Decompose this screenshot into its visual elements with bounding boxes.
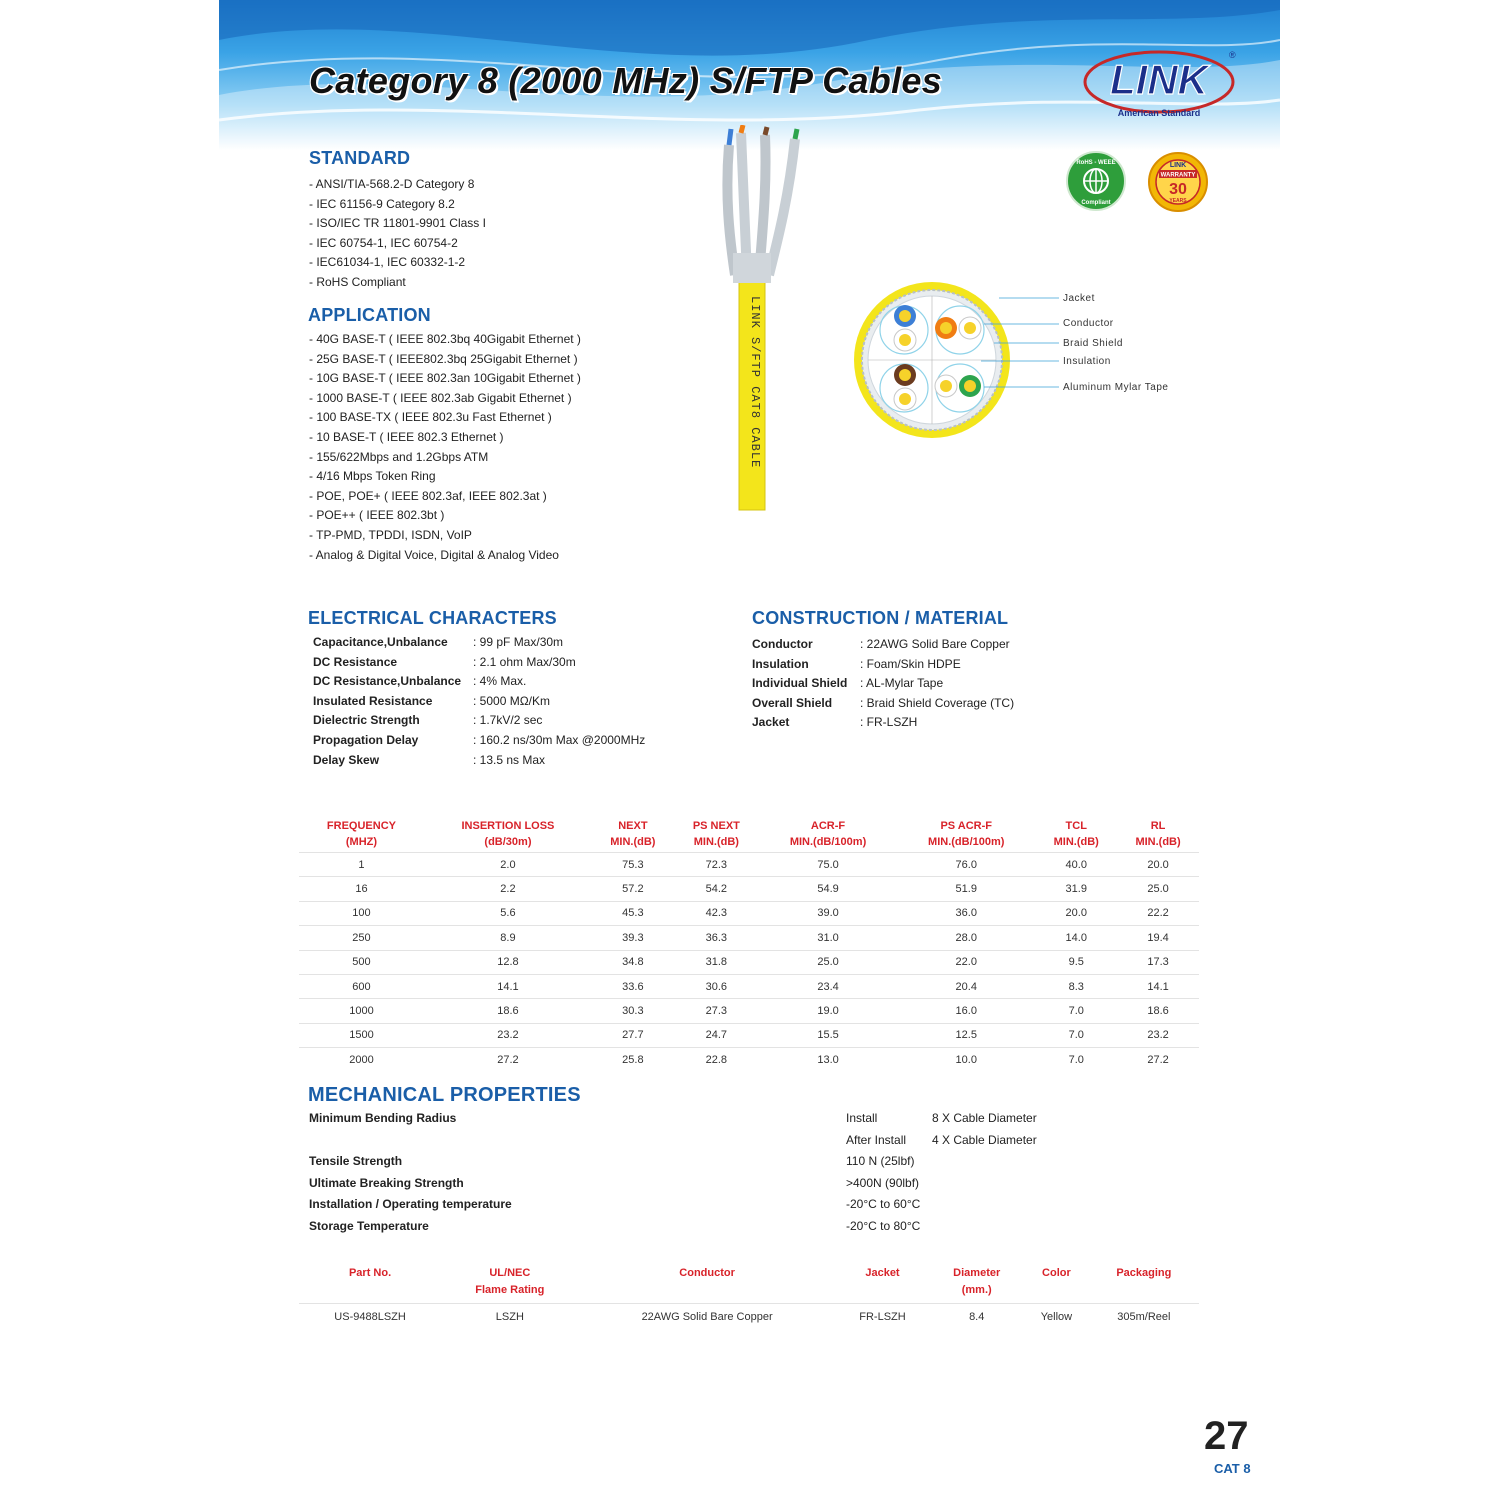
callout-insulation: Insulation [1063,356,1111,367]
logo-subtext: American Standard [1117,108,1201,118]
callout-braid-shield: Braid Shield [1063,338,1123,349]
electrical-label: DC Resistance,Unbalance [313,674,462,689]
performance-header-cell [1035,818,1117,853]
performance-cell: 27.2 [1117,1048,1199,1072]
electrical-row [313,731,713,751]
performance-cell: 51.9 [897,877,1035,901]
mechanical-value: -20°C to 80°C [846,1218,921,1233]
part-header-text: (mm.) [961,1284,992,1296]
standard-item: - IEC61034-1, IEC 60332-1-2 [309,255,466,270]
performance-cell: 5.6 [424,901,592,925]
page-title: Category 8 (2000 MHz) S/FTP Cables [309,60,943,101]
performance-cell: 13.0 [759,1048,897,1072]
application-list [309,330,581,565]
performance-header-text: MIN.(dB) [1053,836,1099,848]
mechanical-row [309,1108,1069,1130]
part-header-text: UL/NEC [489,1267,531,1279]
performance-header-text: (MHZ) [345,836,378,848]
performance-cell: 2.2 [424,877,592,901]
page-section: CAT 8 [1214,1461,1251,1476]
part-header-text: Part No. [348,1267,392,1279]
performance-cell: 18.6 [424,999,592,1023]
standard-item: - IEC 60754-1, IEC 60754-2 [309,235,458,250]
application-item: - 100 BASE-TX ( IEEE 802.3u Fast Ethernet ) [309,410,552,425]
warranty-unit: YEARS [1169,198,1187,204]
performance-cell: 20.0 [1035,901,1117,925]
performance-cell: 24.7 [674,1023,759,1047]
construction-label: Overall Shield [752,695,833,710]
mechanical-value: After Install [846,1132,907,1147]
rohs-badge-top: RoHS - WEEE [1076,160,1116,166]
link-logo [1079,42,1239,122]
performance-cell: 27.3 [674,999,759,1023]
performance-cell: 31.9 [1035,877,1117,901]
application-item: - 1000 BASE-T ( IEEE 802.3ab Gigabit Ethernet ) [309,390,572,405]
callout-conductor: Conductor [1063,318,1114,329]
part-header-cell [299,1264,441,1304]
performance-header-text: MIN.(dB) [1135,836,1181,848]
mechanical-label: Minimum Bending Radius [309,1111,457,1125]
construction-value: : 22AWG Solid Bare Copper [860,637,1010,651]
performance-cell: 1500 [299,1023,424,1047]
performance-header-text: MIN.(dB/100m) [928,836,1005,848]
logo-registered: ® [1229,50,1236,60]
performance-row [299,950,1199,974]
mechanical-value: Install [846,1111,878,1125]
warranty-label: WARRANTY [1160,172,1196,179]
performance-header-text: PS ACR-F [940,820,993,832]
application-item: - 10 BASE-T ( IEEE 802.3 Ethernet ) [309,429,504,444]
mechanical-label: Installation / Operating temperature [309,1197,512,1211]
electrical-value: : 5000 MΩ/Km [473,693,550,708]
construction-value: : Foam/Skin HDPE [860,656,961,671]
mechanical-detail: 4 X Cable Diameter [932,1132,1037,1147]
part-header-text: Jacket [865,1267,900,1279]
performance-cell: 25.0 [759,950,897,974]
part-cell: 8.4 [929,1304,1024,1331]
part-header-cell [929,1264,1024,1304]
construction-properties [752,635,1112,733]
construction-row [752,635,1112,655]
performance-cell: 28.0 [897,926,1035,950]
logo-text: LINK [1110,56,1208,103]
application-item: - 25G BASE-T ( IEEE802.3bq 25Gigabit Ethernet ) [309,351,578,366]
part-header-cell [836,1264,930,1304]
part-header-cell [1089,1264,1199,1304]
performance-cell: 12.8 [424,950,592,974]
mechanical-label: Ultimate Breaking Strength [309,1175,464,1190]
performance-cell: 34.8 [592,950,674,974]
mechanical-label: Storage Temperature [309,1218,429,1233]
performance-header-cell [1117,818,1199,853]
electrical-heading: ELECTRICAL CHARACTERS [308,608,557,628]
construction-value: : FR-LSZH [860,715,918,730]
performance-cell: 75.3 [592,853,674,877]
electrical-row [313,692,713,712]
part-header-text: Color [1042,1267,1071,1279]
electrical-value: : 99 pF Max/30m [473,635,564,649]
performance-cell: 7.0 [1035,1048,1117,1072]
rohs-badge-icon [1065,150,1127,212]
performance-header-text: PS NEXT [692,820,740,832]
performance-cell: 42.3 [674,901,759,925]
performance-row [299,1023,1199,1047]
part-cell: FR-LSZH [836,1304,930,1331]
performance-cell: 25.0 [1117,877,1199,901]
standard-item: - ANSI/TIA-568.2-D Category 8 [309,177,475,191]
performance-cell: 39.3 [592,926,674,950]
performance-cell: 36.0 [897,901,1035,925]
performance-cell: 45.3 [592,901,674,925]
standard-heading: STANDARD [309,148,411,168]
performance-cell: 23.2 [1117,1023,1199,1047]
electrical-label: Capacitance,Unbalance [313,635,448,649]
application-item: - 155/622Mbps and 1.2Gbps ATM [309,449,489,464]
performance-cell: 2.0 [424,853,592,877]
performance-cell: 27.2 [424,1048,592,1072]
electrical-properties [313,633,713,770]
mechanical-heading: MECHANICAL PROPERTIES [308,1084,581,1106]
performance-header-text: FREQUENCY [326,820,396,832]
standard-list [309,175,486,293]
electrical-row [313,751,713,771]
performance-table [299,818,1199,1072]
callout-jacket: Jacket [1063,293,1095,304]
construction-label: Conductor [752,637,813,651]
page-number: 27 [1204,1414,1249,1458]
construction-row [752,655,1112,675]
performance-cell: 40.0 [1035,853,1117,877]
performance-header-text: TCL [1065,820,1087,832]
performance-header-text: MIN.(dB) [610,836,656,848]
performance-header-row [299,818,1199,853]
application-item: - POE, POE+ ( IEEE 802.3af, IEEE 802.3at ) [309,488,547,503]
part-header-text: Packaging [1116,1267,1172,1279]
performance-cell: 33.6 [592,974,674,998]
performance-cell: 500 [299,950,424,974]
performance-cell: 14.0 [1035,926,1117,950]
mechanical-row [309,1151,1069,1173]
warranty-brand: LINK [1169,162,1187,169]
mechanical-value: >400N (90lbf) [846,1175,920,1190]
performance-cell: 7.0 [1035,1023,1117,1047]
performance-header-text: (dB/30m) [484,836,532,848]
performance-cell: 30.6 [674,974,759,998]
performance-cell: 600 [299,974,424,998]
part-cell: US-9488LSZH [299,1304,441,1331]
part-header-cell [1024,1264,1089,1304]
warranty-badge-icon [1147,150,1209,214]
standard-item: - IEC 61156-9 Category 8.2 [309,196,455,211]
construction-label: Individual Shield [752,676,848,691]
performance-cell: 31.8 [674,950,759,974]
construction-label: Insulation [752,656,809,671]
electrical-value: : 13.5 ns Max [473,752,546,767]
performance-cell: 16 [299,877,424,901]
mechanical-row [309,1130,1069,1152]
construction-row [752,694,1112,714]
cable-cross-section-diagram [849,280,1179,445]
performance-row [299,926,1199,950]
performance-cell: 14.1 [1117,974,1199,998]
performance-cell: 16.0 [897,999,1035,1023]
performance-cell: 7.0 [1035,999,1117,1023]
performance-cell: 36.3 [674,926,759,950]
part-row [299,1304,1199,1331]
performance-cell: 23.4 [759,974,897,998]
performance-cell: 18.6 [1117,999,1199,1023]
application-item: - POE++ ( IEEE 802.3bt ) [309,508,445,523]
logo-swoosh-icon [1079,42,1239,122]
performance-cell: 10.0 [897,1048,1035,1072]
application-item: - TP-PMD, TPDDI, ISDN, VoIP [309,527,472,542]
construction-row [752,713,1112,733]
electrical-value: : 4% Max. [473,674,527,689]
mechanical-value: -20°C to 60°C [846,1197,921,1211]
performance-cell: 27.7 [592,1023,674,1047]
construction-row [752,674,1112,694]
performance-cell: 23.2 [424,1023,592,1047]
application-item: - 40G BASE-T ( IEEE 802.3bq 40Gigabit Ethernet ) [309,332,581,346]
performance-cell: 12.5 [897,1023,1035,1047]
mechanical-row [309,1173,1069,1195]
performance-row [299,877,1199,901]
performance-row [299,901,1199,925]
mechanical-row [309,1194,1069,1216]
performance-cell: 15.5 [759,1023,897,1047]
performance-header-text: NEXT [618,820,648,832]
performance-header-text: ACR-F [810,820,846,832]
application-heading: APPLICATION [308,305,431,325]
performance-cell: 19.4 [1117,926,1199,950]
part-cell: LSZH [441,1304,578,1331]
performance-cell: 1000 [299,999,424,1023]
part-cell: 22AWG Solid Bare Copper [579,1304,836,1331]
datasheet-page [219,0,1280,1500]
electrical-label: Dielectric Strength [313,713,420,728]
performance-cell: 22.2 [1117,901,1199,925]
performance-header-cell [897,818,1035,853]
cable-product-image [719,125,809,515]
electrical-label: Propagation Delay [313,732,419,747]
part-cell: 305m/Reel [1089,1304,1199,1331]
performance-row [299,1048,1199,1072]
performance-cell: 25.8 [592,1048,674,1072]
performance-cell: 54.9 [759,877,897,901]
performance-cell: 72.3 [674,853,759,877]
performance-cell: 22.8 [674,1048,759,1072]
performance-header-cell [592,818,674,853]
mechanical-value: 110 N (25lbf) [846,1154,915,1168]
electrical-row [313,653,713,673]
performance-cell: 8.3 [1035,974,1117,998]
performance-row [299,853,1199,877]
performance-header-cell [674,818,759,853]
performance-header-text: MIN.(dB/100m) [789,836,867,848]
electrical-label: DC Resistance [313,654,398,669]
application-item: - 4/16 Mbps Token Ring [309,469,436,484]
mechanical-detail: 8 X Cable Diameter [932,1111,1037,1125]
application-item: - Analog & Digital Voice, Digital & Analog Video [309,547,559,562]
performance-cell: 14.1 [424,974,592,998]
electrical-label: Insulated Resistance [313,693,433,708]
performance-cell: 20.0 [1117,853,1199,877]
construction-heading: CONSTRUCTION / MATERIAL [752,608,1009,628]
standard-item: - RoHS Compliant [309,274,406,289]
electrical-value: : 2.1 ohm Max/30m [473,654,576,669]
construction-label: Jacket [752,715,790,730]
electrical-label: Delay Skew [313,752,380,767]
part-header-text: Diameter [953,1267,1001,1279]
part-header-text: Flame Rating [475,1284,545,1296]
performance-cell: 30.3 [592,999,674,1023]
performance-row [299,974,1199,998]
performance-cell: 57.2 [592,877,674,901]
performance-cell: 54.2 [674,877,759,901]
performance-cell: 76.0 [897,853,1035,877]
construction-value: : Braid Shield Coverage (TC) [860,695,1015,710]
performance-cell: 250 [299,926,424,950]
performance-cell: 9.5 [1035,950,1117,974]
part-header-cell [579,1264,836,1304]
performance-cell: 1 [299,853,424,877]
performance-cell: 8.9 [424,926,592,950]
performance-cell: 39.0 [759,901,897,925]
performance-cell: 31.0 [759,926,897,950]
performance-row [299,999,1199,1023]
rohs-badge-bottom: Compliant [1081,200,1111,206]
electrical-value: : 1.7kV/2 sec [473,713,543,728]
performance-header-cell [299,818,424,853]
part-header-row [299,1264,1199,1304]
part-header-cell [441,1264,578,1304]
application-item: - 10G BASE-T ( IEEE 802.3an 10Gigabit Ethernet ) [309,371,581,386]
performance-header-text: INSERTION LOSS [461,820,555,832]
electrical-row [313,672,713,692]
cable-print-text: LINK S/FTP CAT8 CABLE [748,296,762,469]
callout-aluminum-mylar-tape: Aluminum Mylar Tape [1063,382,1169,393]
part-number-table [299,1264,1199,1330]
performance-cell: 2000 [299,1048,424,1072]
performance-cell: 22.0 [897,950,1035,974]
electrical-row [313,711,713,731]
mechanical-properties [309,1108,1069,1237]
performance-header-text: MIN.(dB) [693,836,739,848]
mechanical-label: Tensile Strength [309,1154,403,1168]
construction-value: : AL-Mylar Tape [860,676,944,691]
performance-cell: 75.0 [759,853,897,877]
electrical-row [313,633,713,653]
warranty-years: 30 [1169,181,1187,198]
mechanical-row [309,1216,1069,1238]
performance-header-cell [424,818,592,853]
performance-cell: 19.0 [759,999,897,1023]
part-header-text: Conductor [679,1267,735,1279]
performance-header-text: RL [1150,820,1166,832]
performance-cell: 17.3 [1117,950,1199,974]
part-cell: Yellow [1024,1304,1089,1331]
performance-cell: 100 [299,901,424,925]
performance-header-cell [759,818,897,853]
standard-item: - ISO/IEC TR 11801-9901 Class I [309,216,486,231]
performance-cell: 20.4 [897,974,1035,998]
electrical-value: : 160.2 ns/30m Max @2000MHz [473,732,646,747]
